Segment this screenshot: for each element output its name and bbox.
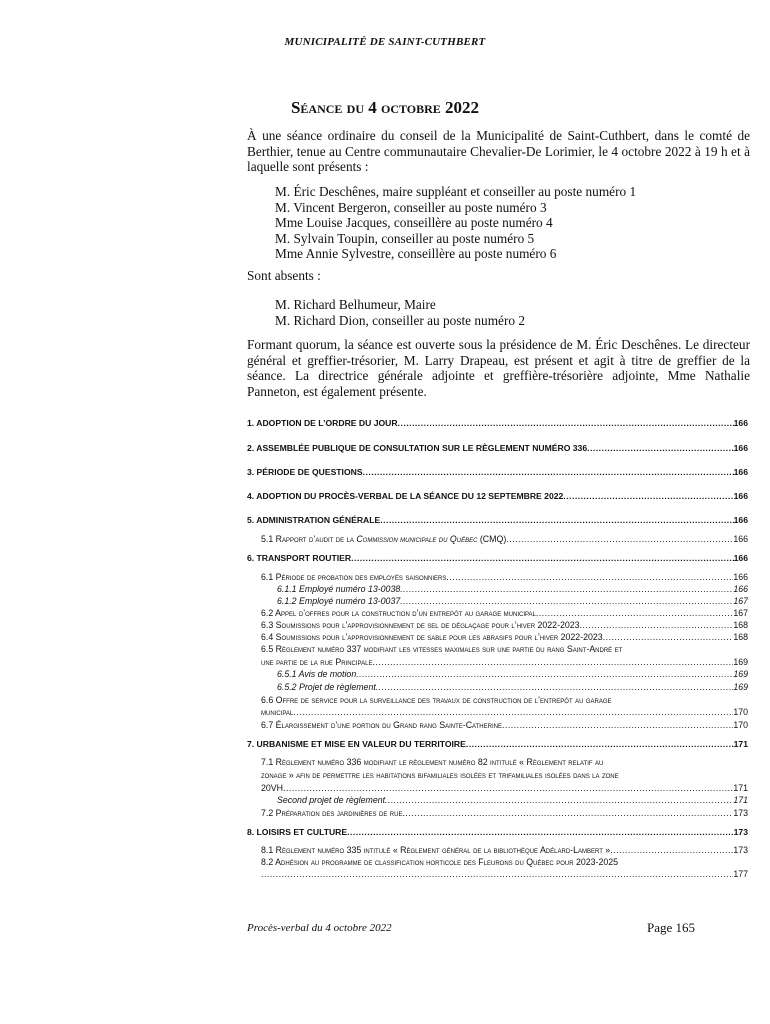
quorum-paragraph: Formant quorum, la séance est ouverte sous la présidence de M. Éric Deschênes. Le directeur général et greffier-trésorier, M. Larry Drapeau, est présent et agit à titre de greffier de la séance. La directrice générale adjointe et greffière-trésorière adjointe, Mme Nathalie Panneton, est également présente. <box>247 337 750 399</box>
toc-entry[interactable]: 6.4 Soumissions pour l’approvisionnement de sable pour les abrasifs pour l’hiver 2022-2023 ..... 168 <box>261 632 748 642</box>
absent-item: M. Richard Belhumeur, Maire <box>275 297 436 312</box>
toc-entry[interactable]: 5.1 Rapport d’audit de la Commission municipale du Québec (CMQ) ..... 166 <box>261 534 748 544</box>
toc-entry[interactable]: 6.2 Appel d’offres pour la construction d’un entrepôt au garage municipal ..... 167 <box>261 608 748 618</box>
toc-entry[interactable]: 5. ADMINISTRATION GÉNÉRALE ..... 166 <box>247 515 748 525</box>
page-title <box>0 98 770 118</box>
present-item: M. Éric Deschênes, maire suppléant et conseiller au poste numéro 1 <box>275 184 637 199</box>
toc-entry[interactable]: 6.5.1 Avis de motion ..... 169 <box>277 669 748 679</box>
toc-entry[interactable]: 8.1 Règlement numéro 335 intitulé « Règlement général de la bibliothèque Adélard-Lambert » ..... 173 <box>261 845 748 855</box>
toc-entry[interactable]: 1. ADOPTION DE L’ORDRE DU JOUR ..... 166 <box>247 418 748 428</box>
absent-item: M. Richard Dion, conseiller au poste numéro 2 <box>275 312 525 328</box>
toc-entry[interactable]: 6.3 Soumissions pour l’approvisionnement de sel de déglaçage pour l’hiver 2022-2023 ..... 168 <box>261 620 748 630</box>
toc-entry[interactable]: 6.7 Élargissement d’une portion du Grand rang Sainte-Catherine ..... 170 <box>261 720 748 730</box>
title-prefix: S <box>290 98 301 117</box>
title-month: octobre <box>381 98 441 117</box>
toc-entry[interactable]: 6.1.2 Employé numéro 13-0037 ..... 167 <box>277 596 748 606</box>
present-item: M. Vincent Bergeron, conseiller au poste numéro 3 <box>275 199 547 215</box>
present-item: Mme Annie Sylvestre, conseillère au poste numéro 6 <box>275 246 557 262</box>
absent-label: Sont absents : <box>247 268 321 283</box>
footer-title: Procès-verbal du 4 octobre 2022 <box>247 922 392 934</box>
toc-entry-line[interactable]: zonage » afin de permettre les habitations bifamiliales isolées et trifamiliales isolées dans la zone <box>261 770 619 780</box>
title-word: éance du <box>300 98 364 117</box>
toc-entry[interactable]: 6.5.2 Projet de règlement ..... 169 <box>277 682 748 692</box>
absent-list <box>275 297 525 328</box>
toc-entry[interactable]: Second projet de règlement ..... 171 <box>277 795 748 805</box>
present-item: M. Sylvain Toupin, conseiller au poste numéro 5 <box>275 230 535 246</box>
toc-entry[interactable]: ..... 177 <box>261 869 748 879</box>
toc-entry[interactable]: municipal ..... 170 <box>261 707 748 717</box>
toc-entry[interactable]: 7.2 Préparation des jardinières de rue ..... 173 <box>261 808 748 818</box>
toc-entry[interactable]: une partie de la rue Principale ..... 169 <box>261 657 748 667</box>
intro-paragraph: À une séance ordinaire du conseil de la Municipalité de Saint-Cuthbert, dans le comté de Berthier, tenue au Centre communautaire Chevalier-De Lorimier, le 4 octobre 2022 à 19 h et à laquelle sont présents : <box>247 128 750 175</box>
toc-entry[interactable]: 3. PÉRIODE DE QUESTIONS ..... 166 <box>247 467 748 477</box>
present-list <box>275 184 636 262</box>
toc-entry[interactable]: 2. ASSEMBLÉE PUBLIQUE DE CONSULTATION SUR LE RÈGLEMENT NUMÉRO 336 ..... 166 <box>247 443 748 453</box>
toc-entry[interactable]: 20VH ..... 171 <box>261 783 748 793</box>
title-year: 2022 <box>445 98 480 117</box>
toc-entry-line[interactable]: 7.1 Règlement numéro 336 modifiant le règlement numéro 82 intitulé « Règlement relatif au <box>261 757 604 767</box>
present-item: Mme Louise Jacques, conseillère au poste numéro 4 <box>275 215 553 231</box>
page-header: MUNICIPALITÉ DE SAINT-CUTHBERT <box>284 36 486 48</box>
page-number: Page 165 <box>647 920 696 935</box>
title-number: 4 <box>368 98 377 117</box>
toc-entry[interactable]: 8. LOISIRS ET CULTURE ..... 173 <box>247 827 748 837</box>
toc-entry[interactable]: 7. URBANISME ET MISE EN VALEUR DU TERRITOIRE ..... 171 <box>247 739 748 749</box>
toc-entry[interactable]: 6.1 Période de probation des employés saisonniers ..... 166 <box>261 572 748 582</box>
toc-entry[interactable]: 6.1.1 Employé numéro 13-0038 ..... 166 <box>277 584 748 594</box>
toc-entry-line[interactable]: 6.6 Offre de service pour la surveillance des travaux de construction de l’entrepôt au garage <box>261 695 612 705</box>
toc-entry[interactable]: 6. TRANSPORT ROUTIER ..... 166 <box>247 553 748 563</box>
toc-entry-line[interactable]: 8.2 Adhésion au programme de classification horticole des Fleurons du Québec pour 2023-2025 <box>261 857 619 867</box>
toc-entry-line[interactable]: 6.5 Règlement numéro 337 modifiant les vitesses maximales sur une partie du rang Saint-André et <box>261 644 623 654</box>
toc-entry[interactable]: 4. ADOPTION DU PROCÈS-VERBAL DE LA SÉANCE DU 12 SEPTEMBRE 2022 ..... 166 <box>247 491 748 501</box>
